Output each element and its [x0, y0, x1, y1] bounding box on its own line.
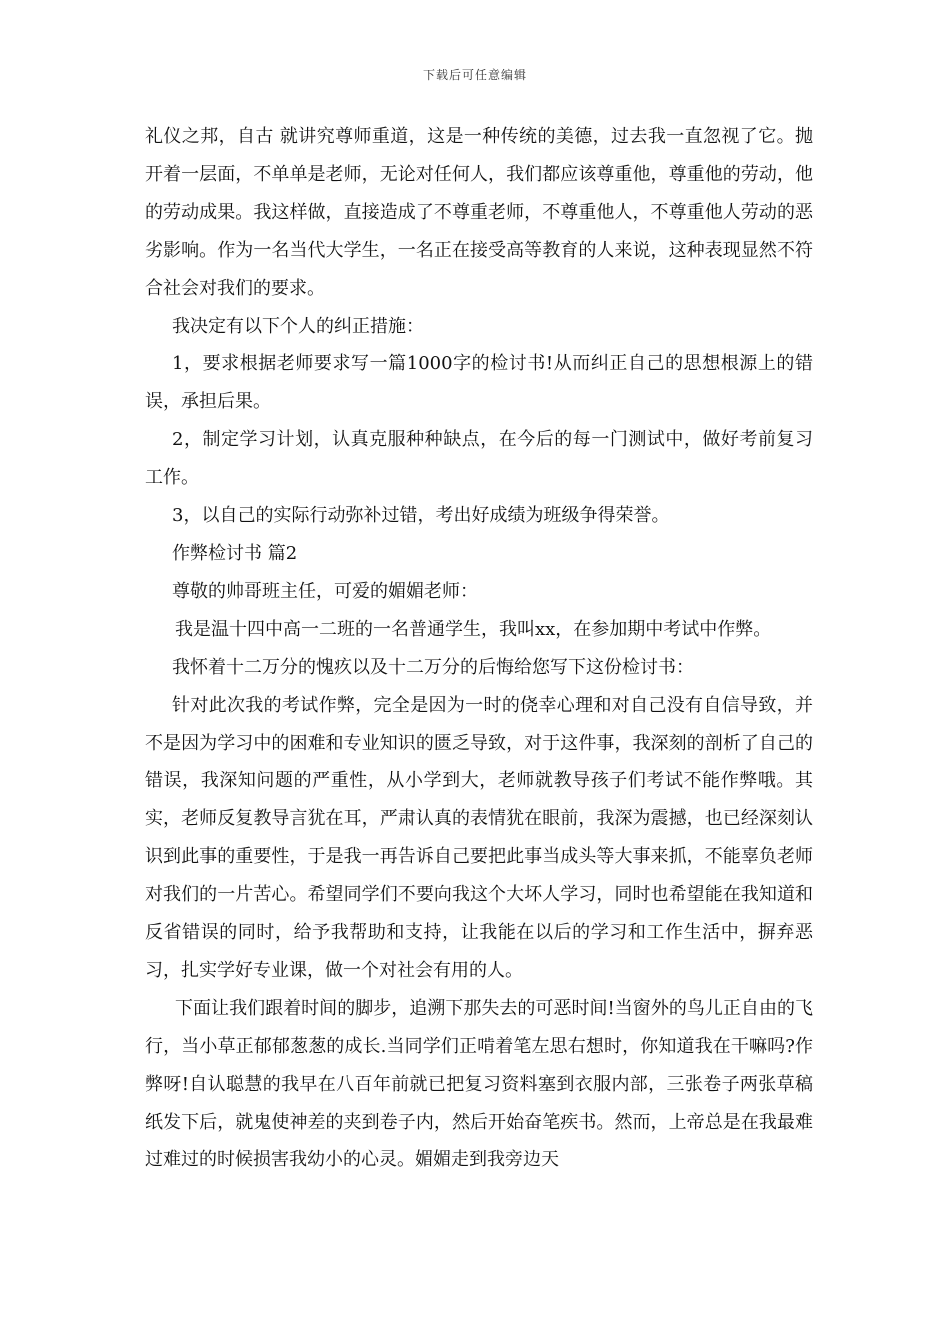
- paragraph-salutation: 尊敬的帅哥班主任，可爱的媚媚老师：: [172, 580, 478, 602]
- paragraph-measure-1: 1，要求根据老师要求写一篇1000字的检讨书!从而纠正自己的思想根源上的错误，承担后果。: [145, 353, 813, 413]
- paragraph-self-intro: 我是温十四中高一二班的一名普通学生，我叫xx，在参加期中考试中作弊。: [175, 618, 772, 640]
- document-body: [145, 118, 813, 1179]
- paragraph-intro: 礼仪之邦，自古 就讲究尊师重道，这是一种传统的美德，过去我一直忽视了它。抛开着一层面，不单单是老师，无论对任何人，我们都应该尊重他，尊重他的劳动，他的劳动成果。我这样做，直接造成了不尊重老师，不尊重他人，不尊重他人劳动的恶劣影响。作为一名当代大学生，一名正在接受高等教育的人来说，这种表现显然不符合社会对我们的要求。: [145, 126, 813, 299]
- paragraph-measures-heading: 我决定有以下个人的纠正措施：: [172, 315, 424, 337]
- paragraph-measure-3: 3，以自己的实际行动弥补过错，考出好成绩为班级争得荣誉。: [172, 505, 670, 527]
- paragraph-reflection: 针对此次我的考试作弊，完全是因为一时的侥幸心理和对自己没有自信导致，并不是因为学习中的困难和专业知识的匮乏导致，对于这件事，我深刻的剖析了自己的错误，我深知问题的严重性，从小学到大，老师就教导孩子们考试不能作弊哦。其实，老师反复教导言犹在耳，严肃认真的表情犹在眼前，我深为震撼，也已经深刻认识到此事的重要性，于是我一再告诉自己要把此事当成头等大事来抓，不能辜负老师对我们的一片苦心。希望同学们不要向我这个大坏人学习，同时也希望能在我知道和反省错误的同时，给予我帮助和支持，让我能在以后的学习和工作生活中，摒弃恶习，扎实学好专业课，做一个对社会有用的人。: [145, 694, 813, 981]
- paragraph-remorse: 我怀着十二万分的愧疚以及十二万分的后悔给您写下这份检讨书：: [172, 656, 694, 678]
- paragraph-measure-2: 2，制定学习计划，认真克服种种缺点，在今后的每一门测试中，做好考前复习工作。: [145, 429, 813, 489]
- paragraph-narrative: 下面让我们跟着时间的脚步，追溯下那失去的可恶时间!当窗外的鸟儿正自由的飞行，当小草正郁郁葱葱的成长.当同学们正啃着笔左思右想时，你知道我在干嘛吗?作弊呀!自认聪慧的我早在八百年前就已把复习资料塞到衣服内部，三张卷子两张草稿纸发下后，就鬼使神差的夹到卷子内，然后开始奋笔疾书。然而，上帝总是在我最难过难过的时候损害我幼小的心灵。媚媚走到我旁边天: [145, 997, 813, 1171]
- section-title: 作弊检讨书 篇2: [172, 542, 298, 564]
- page-header: 下载后可任意编辑: [422, 68, 527, 82]
